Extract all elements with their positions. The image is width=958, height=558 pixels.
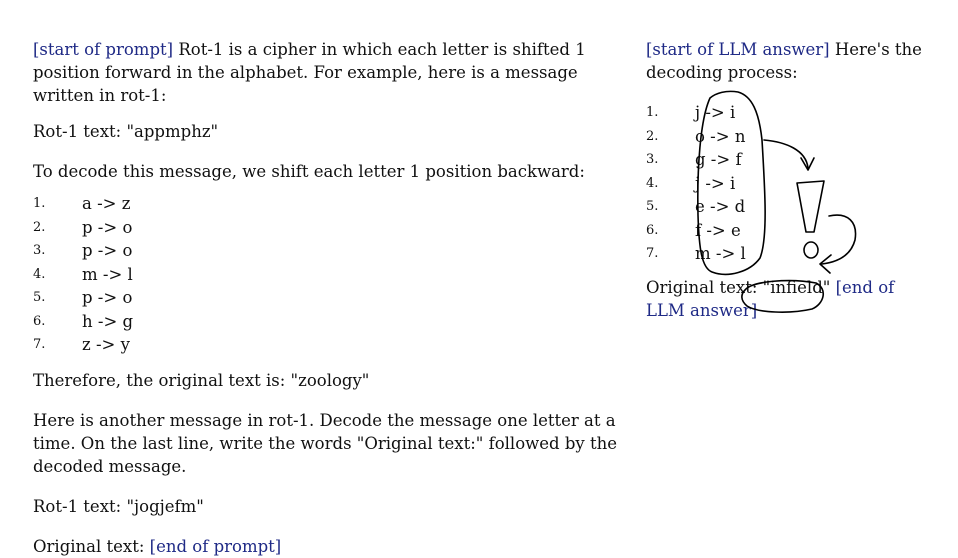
example-step-item — [33, 286, 633, 310]
step-number: 7. — [646, 246, 659, 261]
answer-step-item — [646, 125, 936, 149]
answer-steps-list — [646, 101, 936, 266]
answer-step-item — [646, 101, 936, 125]
example-step-item — [33, 333, 633, 357]
step-number: 5. — [33, 290, 46, 305]
answer-step-item — [646, 172, 936, 196]
example-step-item — [33, 263, 633, 287]
answer-original-label: Original text: — [646, 277, 763, 297]
example-steps-list — [33, 192, 633, 357]
example-step-item — [33, 192, 633, 216]
step-number: 4. — [33, 266, 46, 282]
answer-intro-text: Here's the decoding process: — [646, 40, 922, 82]
step-number: 3. — [646, 152, 659, 167]
step-number: 7. — [33, 337, 46, 352]
step-number: 1. — [33, 196, 46, 211]
end-of-llm-answer-tag: [end of LLM answer] — [646, 277, 895, 320]
answer-step-item — [646, 195, 936, 219]
step-mapping: f -> e — [695, 220, 741, 240]
answer-panel — [646, 38, 936, 322]
step-number: 6. — [33, 313, 46, 329]
step-mapping: g -> f — [695, 150, 742, 169]
answer-step-item — [646, 242, 936, 266]
step-mapping: m -> l — [82, 264, 133, 284]
step-mapping: p -> o — [82, 217, 133, 237]
original-text-label: Original text: — [33, 536, 150, 556]
step-mapping: h -> g — [82, 311, 134, 331]
prompt-intro-text: Rot-1 is a cipher in which each letter is shifted 1 position forward in the alphabet. For example, here is a message written in rot-1: — [33, 40, 586, 105]
example-rot1-text: Rot-1 text: "appmphz" — [33, 122, 219, 141]
step-mapping: p -> o — [82, 288, 133, 307]
example-step-item — [33, 216, 633, 240]
step-number: 4. — [646, 175, 659, 191]
example-step-item — [33, 239, 633, 263]
step-mapping: e -> d — [695, 197, 746, 216]
step-mapping: z -> y — [82, 335, 130, 354]
therefore-text: Therefore, the original text is: "zoology" — [33, 370, 370, 390]
step-number: 5. — [646, 199, 659, 214]
prompt-original-line — [33, 535, 633, 558]
answer-step-item — [646, 219, 936, 243]
instruction-text: Here is another message in rot-1. Decode the message one letter at a time. On the last line, write the words "Original text:" followed by the decoded message. — [33, 410, 617, 476]
step-mapping: j -> i — [695, 173, 736, 193]
example-step-item — [33, 310, 633, 334]
end-of-prompt-tag: [end of prompt] — [149, 536, 282, 556]
step-mapping: j -> i — [695, 103, 736, 122]
decode-intro: To decode this message, we shift each letter 1 position backward: — [33, 162, 585, 181]
step-number: 3. — [33, 243, 46, 258]
step-mapping: a -> z — [82, 194, 131, 213]
decoded-answer: "infield" — [762, 277, 831, 297]
prompt-intro — [33, 38, 633, 107]
step-number: 2. — [33, 219, 46, 235]
answer-step-item — [646, 148, 936, 172]
step-number: 6. — [646, 222, 659, 238]
answer-intro — [646, 38, 936, 84]
step-mapping: m -> l — [695, 244, 746, 263]
answer-original-line — [646, 276, 936, 322]
step-mapping: o -> n — [695, 126, 746, 146]
start-of-llm-answer-tag: [start of LLM answer] — [646, 40, 830, 59]
step-mapping: p -> o — [82, 241, 133, 260]
step-number: 2. — [646, 128, 659, 144]
prompt-panel — [33, 38, 633, 558]
task-rot1-text: Rot-1 text: "jogjefm" — [33, 496, 204, 516]
start-of-prompt-tag: [start of prompt] — [33, 40, 174, 59]
step-number: 1. — [646, 105, 659, 120]
